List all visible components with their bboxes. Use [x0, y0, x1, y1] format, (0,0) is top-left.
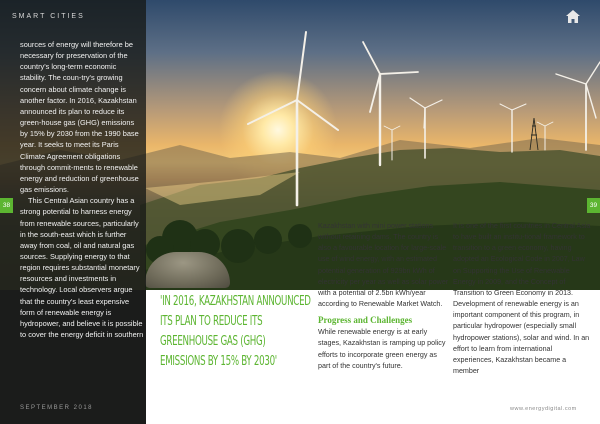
col2-paragraph-1: Kazakhstan with mini power stations without retaining dams. The country is also a favourable location for large-scale use of wind energy, with an estimated potential generation of 929bn kWh of electricity per year as well as solar power with a potential of 2.5bn kWh/year according to Renewable Market Watch. [318, 222, 449, 309]
subheading: Progress and Challenges [318, 315, 413, 326]
page-number-right: 39 [587, 198, 600, 213]
home-icon[interactable] [565, 9, 581, 24]
col3-paragraph-1: It is one of the first countries in Central Asia to have built an institu-tional framework to transition to a green economy, having adopted an Ecological Code in 2007, Law on Supporting the Use of Renewable Energy in 2009, and the Concept of Transition to Green Economy in 2013. Development of renewable energy is an important component of this program, in particular hydropower (especially small hydropower stations), solar and wind. In an effort to learn from international experiences, Kazakhstan became a member [453, 222, 591, 376]
page-number-left: 38 [0, 198, 13, 213]
article-column-3 [453, 221, 591, 377]
article-column-2 [318, 221, 451, 372]
boulder [145, 252, 230, 288]
section-title: SMART CITIES [12, 13, 85, 20]
col2-paragraph-2: While renewable energy is at early stages, Kazakhstan is ramping up policy efforts to incorporate green energy as part of the country's future. [318, 328, 446, 370]
left-column-text [20, 39, 144, 340]
left-paragraph-1: sources of energy will therefore be necessary for preservation of the country's long-term economic stability. The coun-try's growing concern about climate change is another factor. In 2016, Kazakhstan announced its plan to reduce its green-house gas (GHG) emissions by 15% by 2030 from the 1990 base year. It seeks to meet its Paris Climate Agreement obligations through commit-ments to renewable energy and reduction of greenhouse gas emissions. [20, 40, 139, 195]
issue-date: SEPTEMBER 2018 [20, 405, 94, 411]
pull-quote: 'IN 2016, KAZAKHSTAN ANNOUNCED ITS PLAN TO REDUCE ITS GREENHOUSE GAS (GHG) EMISSIONS BY 15% BY 2030' [160, 294, 311, 369]
left-paragraph-2: This Central Asian country has a strong potential to harness energy from renewable sources, particularly in the south-east which is further away from coal, oil and natural gas sources. Supplying energy to that region requires substantial monetary resources and investments in technology. Local observers argue that the country's least expensive form of renewable energy is hydropower, and believe it is possible to cover the energy deficit in southern [20, 196, 144, 340]
website-link[interactable]: www.energydigital.com [510, 406, 577, 412]
